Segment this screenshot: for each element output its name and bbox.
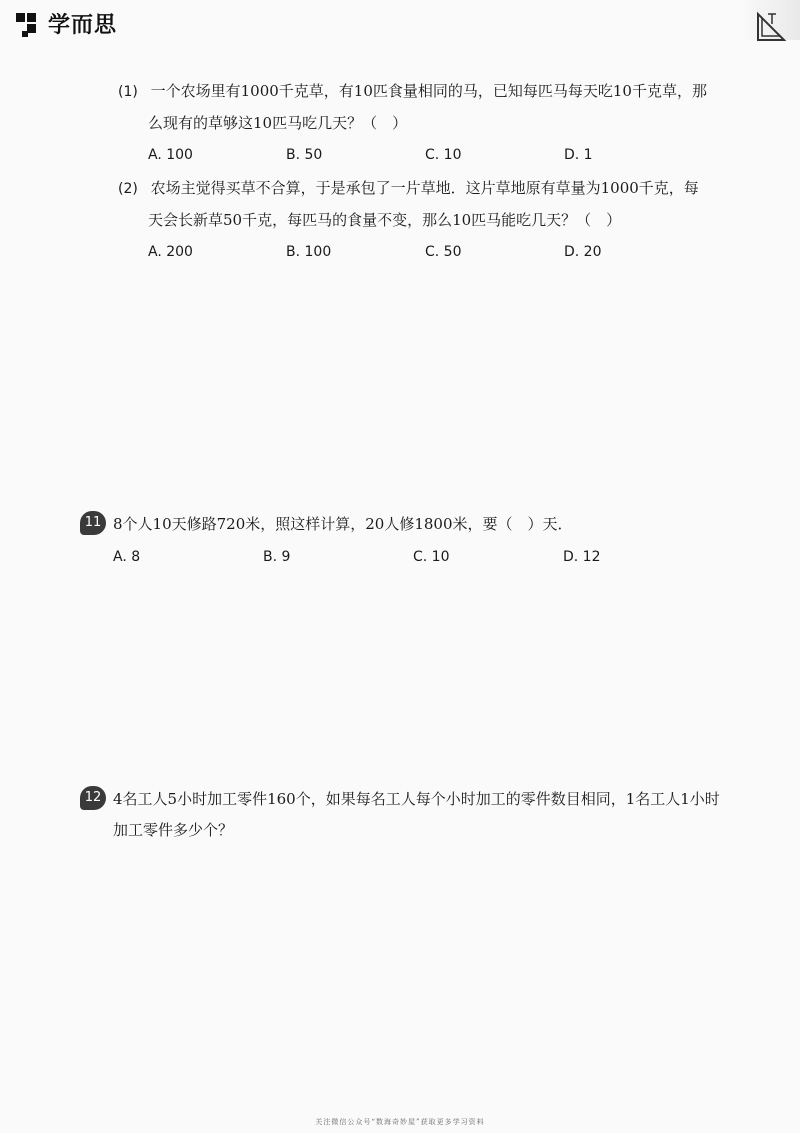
option-d[interactable]: D. 1 bbox=[564, 147, 593, 163]
option-a[interactable]: A. 100 bbox=[148, 147, 193, 163]
option-d[interactable]: D. 20 bbox=[564, 244, 602, 260]
option-c[interactable]: C. 50 bbox=[425, 244, 462, 260]
question-text-line2: 天会长新草50千克，每匹马的食量不变，那么10匹马能吃几天？（ ） bbox=[148, 211, 622, 229]
option-a[interactable]: A. 200 bbox=[148, 244, 193, 260]
option-b[interactable]: B. 9 bbox=[263, 549, 291, 565]
footer-watermark: 关注微信公众号“数海奇妙屋”获取更多学习资料 bbox=[315, 1118, 485, 1126]
question-number: (2) bbox=[118, 181, 138, 197]
option-c[interactable]: C. 10 bbox=[413, 549, 450, 565]
logo-text: 学而思 bbox=[48, 13, 118, 38]
question-text-line2: 加工零件多少个？ bbox=[113, 821, 234, 839]
question-text-line2: 么现有的草够这10匹马吃几天？（ ） bbox=[148, 114, 408, 132]
question-10-2 bbox=[118, 173, 718, 236]
question-text: 8个人10天修路720米，照这样计算，20人修1800米，要（ ）天． bbox=[113, 515, 573, 533]
option-c[interactable]: C. 10 bbox=[425, 147, 462, 163]
question-11 bbox=[113, 509, 733, 540]
logo-mark-icon bbox=[14, 9, 44, 39]
option-b[interactable]: B. 50 bbox=[286, 147, 323, 163]
question-text-line1: 农场主觉得买草不合算，于是承包了一片草地．这片草地原有草量为1000千克，每 bbox=[150, 179, 699, 197]
ruler-triangle-icon bbox=[754, 10, 788, 44]
question-number: (1) bbox=[118, 84, 138, 100]
option-b[interactable]: B. 100 bbox=[286, 244, 332, 260]
question-text-line1: 4名工人5小时加工零件160个，如果每名工人每个小时加工的零件数目相同，1名工人1小时 bbox=[113, 790, 720, 808]
question-badge-12: 12 bbox=[80, 786, 106, 810]
logo bbox=[14, 8, 117, 39]
option-d[interactable]: D. 12 bbox=[563, 549, 601, 565]
question-10-1 bbox=[118, 76, 718, 139]
option-a[interactable]: A. 8 bbox=[113, 549, 141, 565]
question-badge-11: 11 bbox=[80, 511, 106, 535]
question-text-line1: 一个农场里有1000千克草，有10匹食量相同的马，已知每匹马每天吃10千克草，那 bbox=[150, 82, 707, 100]
question-12 bbox=[113, 784, 753, 846]
